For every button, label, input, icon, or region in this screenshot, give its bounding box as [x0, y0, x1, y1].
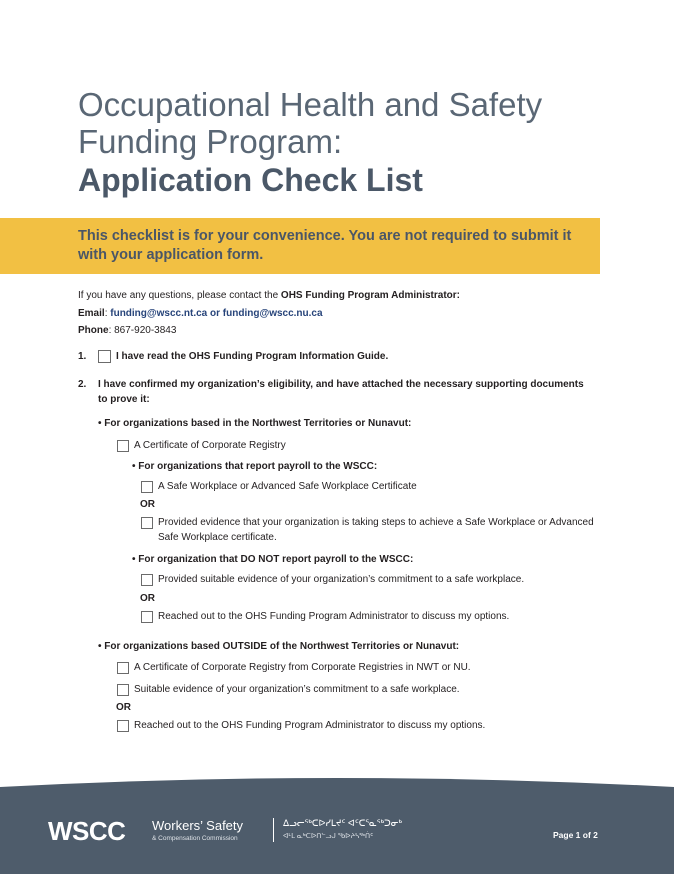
- bullet-payroll: • For organizations that report payroll to the WSCC:: [132, 461, 378, 472]
- suitable-evidence-label: Provided suitable evidence of your organization’s commitment to a safe workplace.: [158, 574, 525, 585]
- checkbox-provided-evidence[interactable]: [141, 517, 153, 529]
- outside-heading: For organizations based OUTSIDE of the Northwest Territories or Nunavut:: [104, 641, 460, 652]
- certificate-registry-label: A Certificate of Corporate Registry: [134, 440, 286, 451]
- phone-line: [78, 322, 460, 340]
- reached-out-label: Reached out to the OHS Funding Program Administrator to discuss my options.: [158, 611, 510, 622]
- bullet-outside: • For organizations based OUTSIDE of the Northwest Territories or Nunavut:: [98, 641, 460, 652]
- checkbox-suitable-evidence[interactable]: [141, 574, 153, 586]
- safe-workplace-cert-label: A Safe Workplace or Advanced Safe Workplace Certificate: [158, 481, 417, 492]
- item-1-label: I have read the OHS Funding Program Information Guide.: [116, 351, 389, 362]
- payroll-heading: For organizations that report payroll to the WSCC:: [138, 461, 378, 472]
- no-payroll-heading: For organization that DO NOT report payroll to the WSCC:: [138, 554, 414, 565]
- checkbox-safe-workplace-cert[interactable]: [141, 481, 153, 493]
- provided-evidence-label: Provided evidence that your organization is taking steps to achieve a Safe Workplace or Advanced Safe Workplace certificate.: [158, 517, 594, 543]
- item-2-number: 2.: [78, 379, 87, 390]
- email-label: Email: [78, 307, 105, 319]
- syllabics-line-2: ᐊᒻᒪ ᓇᒃᑕᐅᑎᓪᓗᒍ ᖃᐅᔨᓴᖅᑏᑦ: [283, 833, 374, 840]
- bullet-no-payroll: • For organization that DO NOT report payroll to the WSCC:: [132, 554, 414, 565]
- bullet-nwt: • For organizations based in the Northwest Territories or Nunavut:: [98, 418, 412, 429]
- syllabics-line-1: ᐃᓗᓕᖅᑕᐅᓯᒪᔪᑦ ᐊᑦᑕᕐᓇᖅᑐᓂᒃ: [283, 818, 403, 828]
- page-number: Page 1 of 2: [553, 830, 598, 840]
- phone-value: : 867-920-3843: [108, 325, 177, 336]
- title-line-1: Occupational Health and Safety: [78, 86, 543, 123]
- checkbox-outside-reached-out[interactable]: [117, 720, 129, 732]
- outside-reached-out-label: Reached out to the OHS Funding Program Administrator to discuss my options.: [134, 720, 486, 731]
- phone-label: Phone: [78, 325, 109, 336]
- or-label-1: OR: [140, 499, 155, 510]
- title-line-3: Application Check List: [78, 162, 423, 198]
- checkbox-reached-out[interactable]: [141, 611, 153, 623]
- org-name: Workers’ Safety: [152, 818, 244, 833]
- logo-divider: [273, 818, 274, 842]
- item-2-label: I have confirmed my organization’s eligibility, and have attached the necessary supporting documents to prove it:: [98, 379, 584, 405]
- title-line-2: Funding Program:: [78, 123, 343, 160]
- outside-suitable-evidence-label: Suitable evidence of your organization’s commitment to a safe workplace.: [134, 684, 460, 695]
- item-1-number: 1.: [78, 351, 87, 362]
- contact-info: [78, 287, 460, 340]
- wscc-logo: WSCC: [48, 816, 126, 846]
- contact-intro: If you have any questions, please contact the: [78, 290, 281, 301]
- notice-banner: [0, 218, 600, 274]
- document-title: [78, 86, 542, 200]
- nwt-heading: For organizations based in the Northwest Territories or Nunavut:: [104, 418, 412, 429]
- checkbox-outside-certificate[interactable]: [117, 662, 129, 674]
- contact-administrator: OHS Funding Program Administrator:: [280, 290, 460, 301]
- org-subtitle: & Compensation Commission: [152, 835, 238, 842]
- or-label-2: OR: [140, 593, 155, 604]
- checkbox-outside-suitable-evidence[interactable]: [117, 684, 129, 696]
- email-line: Email: funding@wscc.nt.ca or funding@wscc.nu.ca: [78, 307, 323, 319]
- email-link[interactable]: funding@wscc.nt.ca or funding@wscc.nu.ca: [110, 307, 323, 319]
- checkbox-read-guide[interactable]: [98, 350, 111, 363]
- outside-certificate-label: A Certificate of Corporate Registry from Corporate Registries in NWT or NU.: [134, 662, 471, 673]
- notice-text: This checklist is for your convenience. You are not required to submit it with your application form.: [78, 228, 572, 263]
- contact-intro-line: [78, 287, 460, 305]
- or-label-3: OR: [116, 702, 131, 713]
- checkbox-certificate-registry[interactable]: [117, 440, 129, 452]
